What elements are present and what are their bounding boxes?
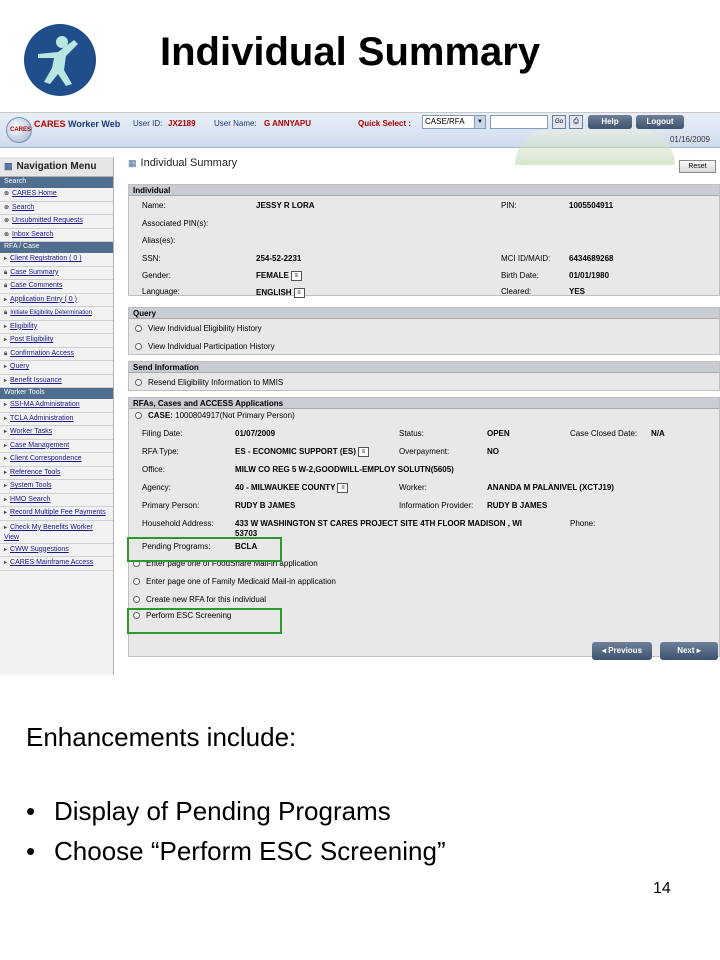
address-line2: 53703 <box>235 529 258 538</box>
rfa-type-label: RFA Type: <box>142 447 179 456</box>
case-option[interactable]: CASE: 1000804917(Not Primary Person) <box>135 411 295 420</box>
birth-label: Birth Date: <box>501 271 539 280</box>
nav-item-eligibility[interactable]: ▸ Eligibility <box>0 321 113 335</box>
nav-item-application-entry[interactable]: ▸ Application Entry ( 0 ) <box>0 294 113 308</box>
note-icon[interactable]: ≡ <box>358 447 369 457</box>
esc-screening-highlight <box>127 608 282 634</box>
cares-logo: CARES <box>6 117 32 143</box>
agency-value: 40 - MILWAUKEE COUNTY ≡ <box>235 483 348 493</box>
note-icon[interactable]: ≡ <box>337 483 348 493</box>
ssn-value: 254-52-2231 <box>256 254 302 263</box>
brand-name: CARES Worker Web <box>34 119 121 129</box>
send-information-section <box>128 361 720 391</box>
user-id-label: User ID: <box>133 119 163 128</box>
user-name: G ANNYAPU <box>264 119 311 128</box>
nav-item-cww-suggestions[interactable]: ▸ CWW Suggestions <box>0 544 113 558</box>
page-number: 14 <box>653 880 671 897</box>
pending-programs-label: Pending Programs: <box>142 542 211 551</box>
lock-icon: 🔒︎ <box>4 350 8 357</box>
office-label: Office: <box>142 465 165 474</box>
nav-item-system-tools[interactable]: ▸ System Tools <box>0 480 113 494</box>
status-label: Status: <box>399 429 424 438</box>
nav-item-confirmation-access[interactable]: 🔒︎ Confirmation Access <box>0 348 113 362</box>
option-participation-history[interactable]: View Individual Participation History <box>135 342 275 351</box>
quick-select-input[interactable] <box>490 115 548 129</box>
page-title: ▦ Individual Summary <box>128 157 238 169</box>
radio-button <box>133 578 140 585</box>
pending-programs-value: BCLA <box>235 542 258 551</box>
lock-icon: 🔒︎ <box>4 283 8 289</box>
nav-item-mainframe-access[interactable]: ▸ CARES Mainframe Access <box>0 557 113 571</box>
name-value: JESSY R LORA <box>256 201 315 210</box>
nav-item-case-comments[interactable]: 🔒︎ Case Comments <box>0 280 113 294</box>
pin-value: 1005504911 <box>569 201 614 210</box>
nav-item-benefit-issuance[interactable]: ▸ Benefit Issuance <box>0 375 113 389</box>
name-label: Name: <box>142 201 166 210</box>
office-value: MILW CO REG 5 W-2,GOODWILL-EMPLOY SOLUTN(5605) <box>235 465 454 474</box>
nav-section-rfa-case: RFA / Case <box>0 242 113 253</box>
nav-item-ssi-ma[interactable]: ▸ SSI-MA Administration <box>0 399 113 413</box>
language-value: ENGLISH ≡ <box>256 288 305 298</box>
nav-item-unsubmitted-requests[interactable]: ⊚ Unsubmitted Requests <box>0 215 113 229</box>
status-value: OPEN <box>487 429 510 438</box>
nav-item-record-fee-payments[interactable]: ▸ Record Multiple Fee Payments <box>0 507 113 521</box>
nav-section-search: Search <box>0 177 113 188</box>
header-date: 01/16/2009 <box>669 135 710 144</box>
quick-select-label: Quick Select : <box>358 119 411 128</box>
nav-heading: ▦ Navigation Menu <box>0 157 113 177</box>
main-panel <box>128 157 720 675</box>
option-create-new-rfa[interactable]: Create new RFA for this individual <box>133 595 266 604</box>
radio-button <box>135 343 142 350</box>
filing-value: 01/07/2009 <box>235 429 276 438</box>
alias-label: Alias(es): <box>142 236 176 245</box>
enhancements-heading: Enhancements include: <box>26 722 297 752</box>
worker-value: ANANDA M PALANIVEL (XCTJ19) <box>487 483 614 492</box>
nav-item-tcla[interactable]: ▸ TCLA Administration <box>0 413 113 427</box>
address-label: Household Address: <box>142 519 214 528</box>
user-name-label: User Name: <box>214 119 257 128</box>
radio-button <box>135 325 142 332</box>
go-button[interactable]: Go <box>552 115 566 129</box>
nav-item-client-registration[interactable]: ▸ Client Registration ( 0 ) <box>0 253 113 267</box>
worker-label: Worker: <box>399 483 427 492</box>
note-icon[interactable]: ≡ <box>294 288 305 298</box>
user-id: JX2189 <box>168 119 196 128</box>
rfa-heading: RFAs, Cases and ACCESS Applications <box>129 398 719 409</box>
mci-value: 6434689268 <box>569 254 614 263</box>
previous-button[interactable]: ◂ Previous <box>592 642 652 660</box>
help-button[interactable]: Help <box>588 115 632 129</box>
nav-item-inbox-search[interactable]: ⊚ Inbox Search <box>0 229 113 243</box>
radio-button <box>133 596 140 603</box>
slide-title: Individual Summary <box>160 30 541 74</box>
send-information-heading: Send Information <box>129 362 719 373</box>
assoc-pin-label: Associated PIN(s): <box>142 219 209 228</box>
primary-person-label: Primary Person: <box>142 501 200 510</box>
app-header <box>0 113 720 148</box>
birth-value: 01/01/1980 <box>569 271 610 280</box>
rfa-type-value: ES - ECONOMIC SUPPORT (ES) ≡ <box>235 447 369 457</box>
lock-icon: 🔒︎ <box>4 310 8 316</box>
option-eligibility-history[interactable]: View Individual Eligibility History <box>135 324 262 333</box>
closed-value: N/A <box>651 429 665 438</box>
bullet-esc-screening: • Choose “Perform ESC Screening” <box>26 836 446 866</box>
nav-item-case-management[interactable]: ▸ Case Management <box>0 440 113 454</box>
info-provider-label: Information Provider: <box>399 501 474 510</box>
option-medicaid-mailin[interactable]: Enter page one of Family Medicaid Mail-in application <box>133 577 336 586</box>
individual-section <box>128 184 720 296</box>
language-label: Language: <box>142 287 180 296</box>
logout-button[interactable]: Logout <box>636 115 684 129</box>
grid-icon: ▦ <box>128 158 137 168</box>
overpayment-label: Overpayment: <box>399 447 450 456</box>
radio-button <box>135 379 142 386</box>
ssn-label: SSN: <box>142 254 161 263</box>
primary-person-value: RUDY B JAMES <box>235 501 296 510</box>
person-logo-icon <box>24 24 96 96</box>
query-heading: Query <box>129 308 719 319</box>
grid-icon: ▦ <box>4 161 13 171</box>
nav-item-post-eligibility[interactable]: ▸ Post Eligibility <box>0 334 113 348</box>
print-icon[interactable]: ⎙ <box>569 115 583 129</box>
nav-section-worker-tools: Worker Tools <box>0 388 113 399</box>
nav-item-cares-home[interactable]: ⊚ CARES Home <box>0 188 113 202</box>
gender-label: Gender: <box>142 271 171 280</box>
chevron-down-icon: ▼ <box>474 116 485 128</box>
cleared-value: YES <box>569 287 586 296</box>
nav-item-check-my-benefits[interactable]: ▸ Check My Benefits Worker View <box>0 521 113 544</box>
filing-label: Filing Date: <box>142 429 183 438</box>
option-perform-esc-screening[interactable]: Perform ESC Screening <box>133 611 231 620</box>
address-line1: 433 W WASHINGTON ST CARES PROJECT SITE 4TH FLOOR MADISON , WI <box>235 519 522 528</box>
radio-button <box>135 412 142 419</box>
app-screenshot <box>0 112 720 675</box>
navigation-menu <box>0 157 114 675</box>
agency-label: Agency: <box>142 483 171 492</box>
option-resend-mmis[interactable]: Resend Eligibility Information to MMIS <box>135 378 283 387</box>
phone-label: Phone: <box>570 519 596 528</box>
pin-label: PIN: <box>501 201 517 210</box>
cleared-label: Cleared: <box>501 287 532 296</box>
lock-icon: 🔒︎ <box>4 269 8 276</box>
overpayment-value: NO <box>487 447 499 456</box>
query-section <box>128 307 720 355</box>
note-icon[interactable]: ≡ <box>291 271 302 281</box>
quick-select-dropdown[interactable]: CASE/RFA ▼ <box>422 115 486 129</box>
nav-item-initiate-eligibility[interactable]: 🔒︎ Initiate Eligibility Determination <box>0 307 113 321</box>
reset-button[interactable]: Reset <box>679 160 716 173</box>
nav-item-search[interactable]: ⊚ Search <box>0 202 113 216</box>
nav-item-query[interactable]: ▸ Query <box>0 361 113 375</box>
nav-item-reference-tools[interactable]: ▸ Reference Tools <box>0 467 113 481</box>
closed-label: Case Closed Date: <box>570 429 638 438</box>
nav-item-client-correspondence[interactable]: ▸ Client Correspondence <box>0 453 113 467</box>
individual-heading: Individual <box>129 185 719 196</box>
nav-item-case-summary[interactable]: 🔒︎ Case Summary <box>0 267 113 281</box>
option-foodshare-mailin[interactable]: Enter page one of FoodShare Mail-in application <box>133 559 318 568</box>
info-provider-value: RUDY B JAMES <box>487 501 548 510</box>
nav-item-worker-tasks[interactable]: ▸ Worker Tasks <box>0 426 113 440</box>
bullet-pending-programs: • Display of Pending Programs <box>26 796 391 826</box>
enhancements-list <box>26 796 446 876</box>
mci-label: MCI ID/MAID: <box>501 254 551 263</box>
pending-programs-highlight <box>127 537 282 562</box>
next-button[interactable]: Next ▸ <box>660 642 718 660</box>
nav-item-hmo-search[interactable]: ▸ HMO Search <box>0 494 113 508</box>
gender-value: FEMALE ≡ <box>256 271 302 281</box>
